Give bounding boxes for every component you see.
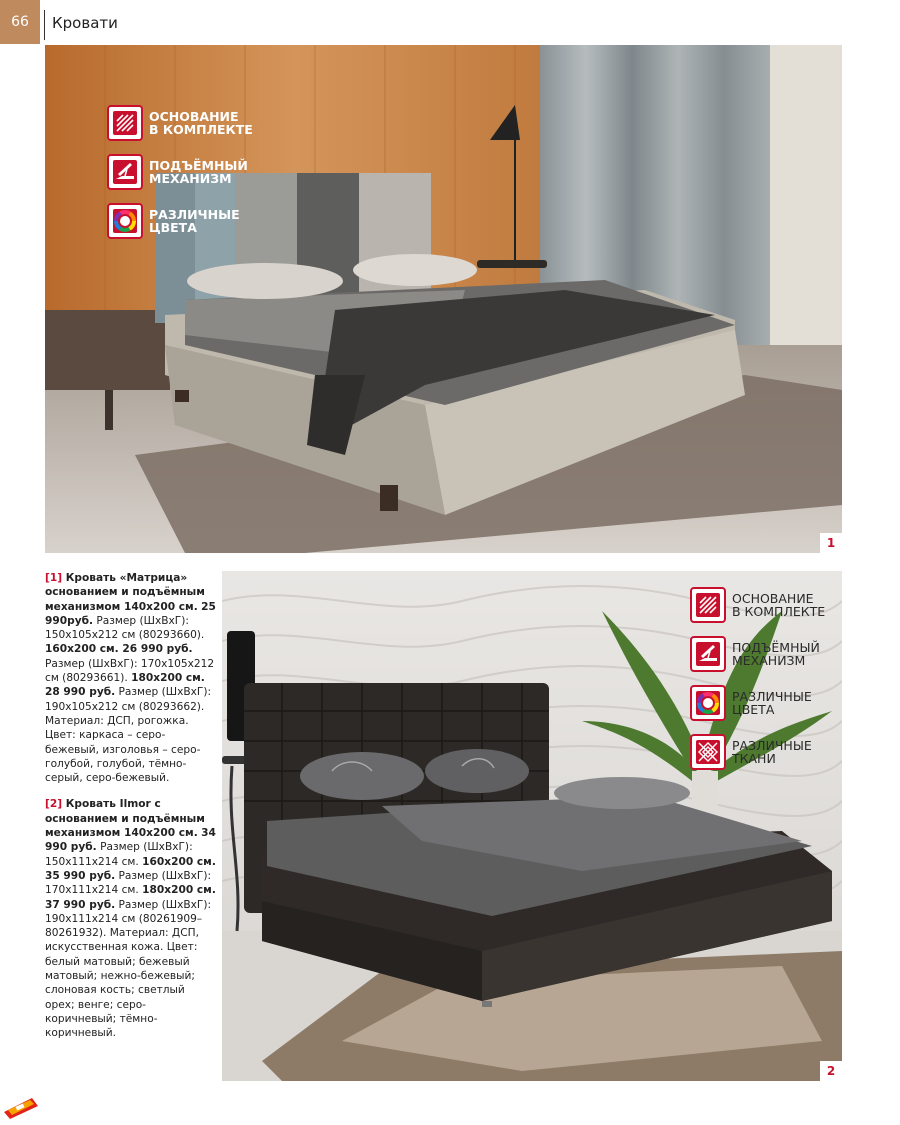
product-descriptions: [45, 571, 217, 1053]
base-slats-icon: [690, 587, 726, 623]
badge-line: ЦВЕТА: [149, 220, 197, 235]
product-2-price: 34 990 руб.: [45, 827, 216, 854]
badge-line: РАЗЛИЧНЫЕ: [732, 689, 812, 704]
badge-lift-mechanism: [690, 636, 825, 672]
badge-line: В КОМПЛЕКТЕ: [732, 604, 826, 619]
product-2-size: Размер (ШхВхГ): 150x111x214 см.: [45, 841, 193, 868]
badge-line: ЦВЕТА: [732, 702, 775, 717]
badge-lift-mechanism: [107, 154, 253, 190]
product-2-description: [45, 797, 217, 1040]
product-1-number: [1]: [45, 572, 63, 584]
product-1-price: 25 990руб.: [45, 600, 216, 627]
header-divider: [44, 10, 45, 40]
badge-line: РАЗЛИЧНЫЕ: [732, 738, 812, 753]
badge-line: РАЗЛИЧНЫЕ: [149, 207, 240, 222]
product-1-details: Материал: ДСП, рогожка. Цвет: каркаса – серо-бежевый, изголовья – серо-голубой, голубой, тёмно-серый, серо-бежевый.: [45, 714, 201, 785]
product-2-size-2: Размер (ШхВхГ): 170x111x214 см.: [45, 869, 212, 897]
fabric-pattern-icon: [690, 734, 726, 770]
page-number: 66: [0, 0, 40, 44]
lift-mechanism-icon: [690, 636, 726, 672]
badge-line: МЕХАНИЗМ: [149, 171, 232, 186]
badge-line: ПОДЪЁМНЫЙ: [149, 158, 248, 173]
color-wheel-icon: [690, 685, 726, 721]
photo2-feature-badges: [690, 587, 825, 770]
badge-various-colors: [107, 203, 253, 239]
product-2-variant-2: 160x200 см. 35 990 руб.: [45, 855, 216, 882]
product-1-title: Кровать «Матрица» основанием и подъёмным механизмом 140x200 см.: [45, 572, 205, 613]
badge-line: ПОДЪЁМНЫЙ: [732, 640, 820, 655]
badge-line: ТКАНИ: [732, 751, 776, 766]
badge-line: ОСНОВАНИЕ: [732, 591, 814, 606]
product-2-variant-3: 180x200 см. 37 990 руб.: [45, 884, 216, 911]
badge-base-included: [107, 105, 253, 141]
badge-base-included: [690, 587, 825, 623]
product-2-title: Кровать Ilmor с основанием и подъёмным механизмом 140x200 см.: [45, 798, 205, 840]
badge-line: МЕХАНИЗМ: [732, 653, 806, 668]
product-1-description: [45, 571, 217, 785]
product-2-size-3: Размер (ШхВхГ): 190x111x214 см (80261909–80261932).: [45, 898, 212, 940]
store-logo: [2, 1092, 42, 1120]
product-2-number: [2]: [45, 798, 63, 811]
product-photo-1[interactable]: [45, 45, 842, 553]
photo1-feature-badges: [107, 105, 253, 239]
product-1-variant-3: 180x200 см. 28 990 руб.: [45, 672, 205, 699]
product-1-size-2: Размер (ШхВхГ): 170x105x212 см (80293661).: [45, 657, 215, 685]
color-wheel-icon: [107, 203, 143, 239]
section-title: Кровати: [52, 14, 118, 32]
product-2-details: Материал: ДСП, искусственная кожа. Цвет: белый матовый; бежевый матовый; нежно-бежевый; слоновая кость; светлый орех; венге; серо-коричневый; тёмно-коричневый.: [45, 927, 199, 1040]
badge-line: В КОМПЛЕКТЕ: [149, 122, 253, 137]
badge-various-fabrics: [690, 734, 825, 770]
badge-various-colors: [690, 685, 825, 721]
photo-number-1: 1: [820, 533, 842, 553]
product-1-size-3: Размер (ШхВхГ): 190x105x212 см (80293662).: [45, 686, 212, 713]
lift-mechanism-icon: [107, 154, 143, 190]
product-1-variant-2: 160x200 см. 26 990 руб.: [45, 643, 193, 656]
badge-line: ОСНОВАНИЕ: [149, 109, 239, 124]
photo-number-2: 2: [820, 1061, 842, 1081]
base-slats-icon: [107, 105, 143, 141]
product-1-size: Размер (ШхВхГ): 150x105x212 см (80293660).: [45, 614, 205, 642]
